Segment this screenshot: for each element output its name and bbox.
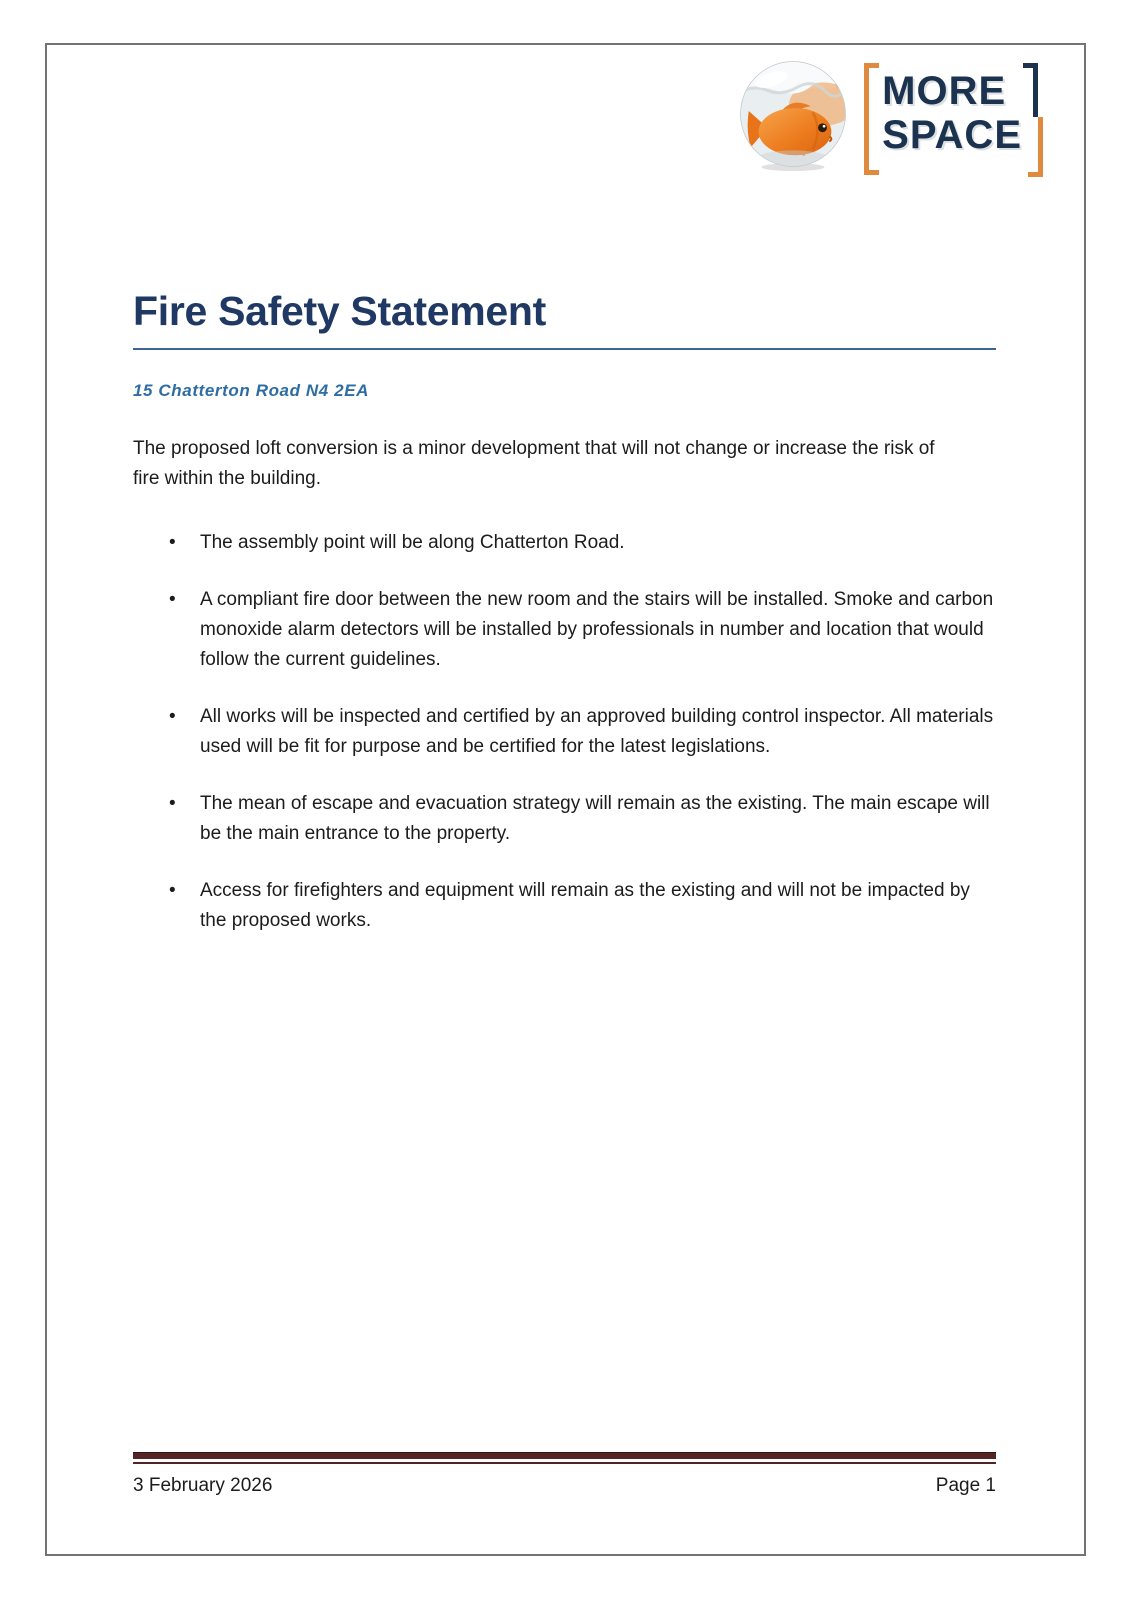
address-subtitle: 15 Chatterton Road N4 2EA: [133, 381, 370, 400]
logo-bracket-right-bottom: [1028, 117, 1043, 177]
bullet-text: The mean of escape and evacuation strategy will remain as the existing. The main escape will be the main entrance to the property.: [200, 793, 990, 844]
bullet-list: [133, 528, 996, 936]
bullet-text: The assembly point will be along Chatterton Road.: [200, 532, 625, 553]
page-title: Fire Safety Statement: [133, 288, 546, 334]
bullet-icon: •: [169, 589, 176, 610]
company-logo: [734, 55, 1040, 173]
footer-date: 3 February 2026: [133, 1475, 273, 1496]
bullet-text: All works will be inspected and certified by an approved building control inspector. All materials used will be fit for purpose and be certified for the latest legislations.: [200, 706, 994, 757]
document-body: [133, 434, 996, 963]
logo-word-more: MORE: [882, 69, 1007, 113]
bullet-text: A compliant fire door between the new room and the stairs will be installed. Smoke and carbon monoxide alarm detectors will be installed by professionals in number and location that would follow the current guidelines.: [200, 589, 994, 670]
logo-bracket-right-top: [1023, 63, 1038, 117]
bullet-item-firefighter-access: [133, 876, 996, 936]
bullet-item-fire-door: [133, 585, 996, 675]
bullet-icon: •: [169, 706, 176, 727]
bullet-icon: •: [169, 532, 176, 553]
bullet-item-inspection: [133, 702, 996, 762]
bullet-text: Access for firefighters and equipment will remain as the existing and will not be impacted by the proposed works.: [200, 880, 970, 931]
bullet-icon: •: [169, 880, 176, 901]
bullet-item-escape-strategy: [133, 789, 996, 849]
page-footer: [133, 1452, 996, 1497]
intro-paragraph: The proposed loft conversion is a minor development that will not change or increase the risk of fire within the building.: [133, 438, 935, 489]
footer-page-number: Page 1: [935, 1475, 996, 1496]
goldfish-bowl-icon: [734, 55, 852, 173]
bullet-icon: •: [169, 793, 176, 814]
logo-word-space: SPACE: [882, 113, 1022, 157]
title-underline-rule: [133, 348, 996, 350]
bullet-item-assembly-point: [133, 528, 996, 558]
title-block: [133, 286, 996, 350]
logo-bracket-left: [864, 63, 879, 175]
logo-wordmark: [864, 65, 1040, 163]
footer-rule: [133, 1452, 996, 1459]
